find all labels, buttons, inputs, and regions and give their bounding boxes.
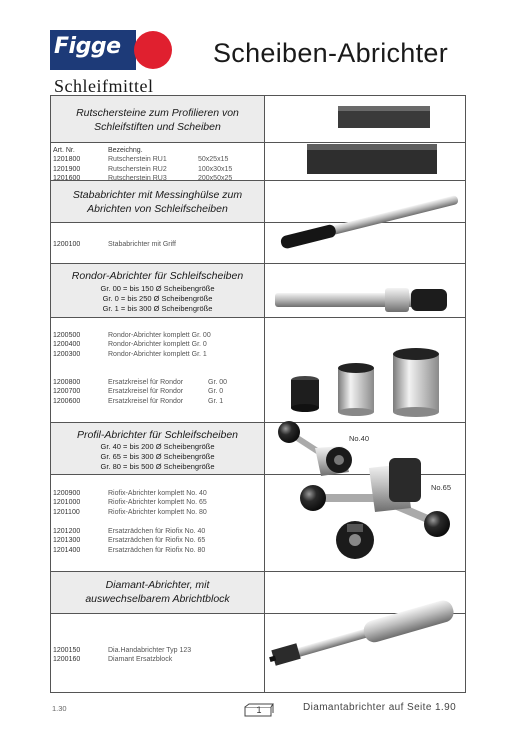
article-desc: Rutscherstein RU1 [108,156,167,164]
logo-red-circle [134,31,172,69]
article-number: 1200500 [53,332,81,339]
article-desc: Stababrichter mit Griff [108,241,176,248]
section-heading [52,269,263,283]
size-range: Gr. 0 = bis 250 Ø Scheibengröße [102,294,213,303]
size-range: Gr. 1 = bis 300 Ø Scheibengröße [102,304,213,313]
article-desc: Rutscherstein RU2 [108,165,167,173]
rondor-spare-wheel-1-image [393,348,439,417]
article-desc: Dia.Handabrichter Typ 123 [108,647,192,654]
rondor-dresser-image [275,288,447,312]
table-row [53,646,263,655]
table-row [53,378,263,387]
col-header-nr: Art. Nr. [53,147,75,154]
table-row [53,536,263,545]
article-desc: Ersatzrädchen für Riofix No. 40 [108,528,206,535]
article-list [53,240,263,249]
table-row [53,174,263,183]
article-list [53,527,263,555]
size-range-list [52,442,263,472]
size-range-list [52,284,263,314]
article-number: 1201400 [53,546,81,554]
figge-logo [50,30,172,70]
table-header-row [53,146,263,155]
section-title: Schleifmittel [54,76,154,96]
article-list [53,646,263,665]
article-number: 1200600 [53,397,81,405]
label-no40: No.40 [349,434,370,443]
table-row [53,155,263,164]
size-range: Gr. 80 = bis 500 Ø Scheibengröße [100,462,215,471]
table-row [53,655,263,664]
article-number: 1200300 [53,350,81,358]
article-desc: Ersatzrädchen für Riofix No. 65 [108,537,206,545]
table-row [53,508,263,517]
size-range: Gr. 00 = bis 150 Ø Scheibengröße [100,284,215,293]
article-number: 1201000 [53,499,81,507]
col-header-desc: Bezeichng. [108,147,143,154]
article-list [53,378,263,406]
table-row [53,387,263,396]
article-number: 1200900 [53,490,81,497]
article-number: 1201800 [53,156,81,164]
table-row [53,331,263,340]
article-size: Gr. 00 [208,379,228,386]
cross-reference-note: Diamantabrichter auf Seite 1.90 [303,702,457,713]
rondor-spare-wheel-00-image [291,376,319,412]
article-size: Gr. 1 [208,397,224,405]
article-desc: Ersatzkreisel für Rondor [108,379,184,386]
article-desc: Rondor-Abrichter komplett Gr. 0 [108,341,207,349]
article-number: 1200100 [53,241,81,248]
heading-line: Stababrichter mit Messinghülse zum [72,189,243,201]
page-title: Scheiben-Abrichter [213,38,449,68]
section-heading [52,106,263,134]
article-number: 1200700 [53,388,81,396]
table-row [53,489,263,498]
table-row [53,397,263,406]
article-number: 1201100 [53,508,80,516]
product-illustrations [265,96,465,692]
page-number: 1 [256,705,262,715]
article-number: 1200150 [53,647,81,654]
article-dim: 200x50x25 [198,175,233,183]
size-range: Gr. 65 = bis 300 Ø Scheibengröße [100,452,215,461]
table-row [53,498,263,507]
article-dim: 50x25x15 [198,156,229,164]
heading-line: Rondor-Abrichter für Schleifscheiben [71,270,244,282]
label-no65: No.65 [431,483,452,492]
page-reference: 1.30 [52,704,67,713]
table-row [53,546,263,555]
table-row [53,527,263,536]
article-desc: Riofix-Abrichter komplett No. 65 [108,499,207,507]
heading-line: Abrichten von Schleifscheiben [87,203,228,215]
article-desc: Ersatzkreisel für Rondor [108,388,184,396]
article-number: 1200800 [53,379,81,386]
article-list [53,146,263,184]
article-number: 1200400 [53,341,81,349]
article-desc: Rondor-Abrichter komplett Gr. 1 [108,350,207,358]
section-heading [52,428,263,442]
stick-dresser-image [280,193,460,250]
article-desc: Riofix-Abrichter komplett No. 80 [108,508,207,516]
size-range: Gr. 40 = bis 200 Ø Scheibengröße [100,442,215,451]
article-number: 1201200 [53,528,81,535]
article-desc: Diamant Ersatzblock [108,656,173,664]
rubbing-stone-small-image [338,106,430,128]
article-list [53,331,263,359]
profile-spare-wheel-image [336,521,374,559]
article-size: Gr. 0 [208,388,224,396]
article-desc: Riofix-Abrichter komplett No. 40 [108,490,207,497]
profile-dresser-40-image [278,421,352,476]
section-heading [52,188,263,216]
logo-text: Figge [54,34,121,59]
table-row [53,240,263,249]
article-desc: Ersatzrädchen für Riofix No. 80 [108,546,206,554]
article-number: 1201300 [53,537,81,545]
article-number: 1201600 [53,175,81,183]
article-desc: Rondor-Abrichter komplett Gr. 00 [108,332,211,339]
article-list [53,489,263,517]
page-number-box [244,703,274,717]
heading-line: Rutschersteine zum Profilieren von [76,107,239,119]
heading-line: Schleifstiften und Scheiben [94,121,221,133]
heading-line: Diamant-Abrichter, mit [105,579,210,591]
article-desc: Rutscherstein RU3 [108,175,167,183]
article-dim: 100x30x15 [198,165,233,173]
diamond-dresser-image [267,598,456,672]
section-heading [52,578,263,606]
table-row [53,165,263,174]
article-desc: Ersatzkreisel für Rondor [108,397,184,405]
rubbing-stone-large-image [307,144,437,174]
article-number: 1200160 [53,656,81,664]
table-row [53,340,263,349]
heading-line: auswechselbarem Abrichtblock [85,593,230,605]
rondor-spare-wheel-0-image [338,363,374,416]
article-number: 1201900 [53,165,81,173]
heading-line: Profil-Abrichter für Schleifscheiben [76,429,239,441]
table-row [53,350,263,359]
